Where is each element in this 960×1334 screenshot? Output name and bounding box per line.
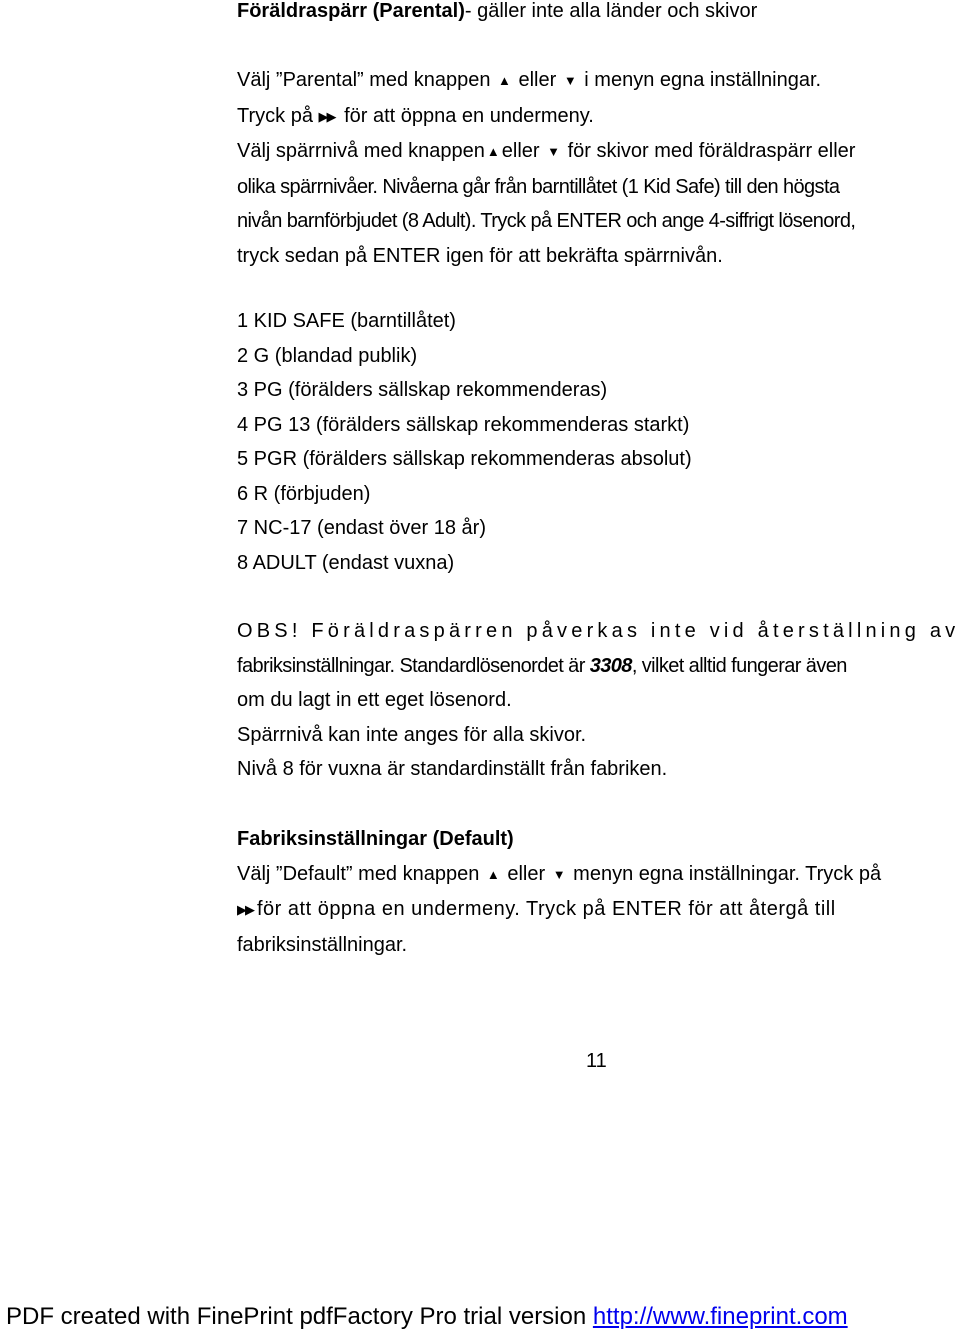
text-span: Föräldraspärren påverkas inte vid återställning av [311,620,960,642]
text-line: fabriksinställningar. [237,933,408,956]
text-line [237,892,960,928]
text-line: nivån barnförbjudet (8 Adult). Tryck på ENTER och ange 4-siffrigt lösenord, [237,210,856,232]
text-span: fabriksinställningar. Standardlösenordet är [237,654,585,677]
text-span: Välj ”Parental” med knappen [237,69,491,91]
text-line [237,134,960,170]
list-item: 6 R (förbjuden) [237,482,371,505]
up-arrow-icon: ▲ [498,73,511,88]
list-item: 8 ADULT (endast vuxna) [237,551,455,574]
up-arrow-icon: ▲ [486,866,500,882]
list-item: 1 KID SAFE (barntillåtet) [237,310,456,332]
list-item: 2 G (blandad publik) [237,344,418,367]
page-number: 11 [586,1050,607,1072]
note-block [237,614,960,787]
text-span: för att öppna en undermeny. [344,104,594,127]
list-item: 3 PG (förälders sällskap rekommenderas) [237,379,608,401]
text-span: eller [518,69,557,91]
text-line [237,614,960,649]
text-span: Välj ”Default” med knappen [237,862,480,885]
text-span: Välj spärrnivå med knappen [237,140,485,162]
text-line [237,857,960,893]
down-arrow-icon: ▼ [552,866,566,882]
footer-text: PDF created with FinePrint pdfFactory Pro trial version [6,1303,587,1330]
note-label: OBS! [237,620,302,642]
document-page [237,0,960,1334]
text-span: , vilket alltid fungerar även [631,654,847,677]
text-line [237,649,960,684]
footer-link[interactable]: http://www.fineprint.com [592,1303,848,1330]
list-item: 7 NC-17 (endast över 18 år) [237,517,487,539]
down-arrow-icon: ▼ [563,73,577,88]
down-arrow-icon: ▼ [547,144,561,159]
list-item: 5 PGR (förälders sällskap rekommenderas absolut) [237,448,692,470]
text-line: Nivå 8 för vuxna är standardinställt från fabriken. [237,758,668,780]
forward-icon: ▶▶ [237,902,253,917]
text-span: för att öppna en undermeny. Tryck på ENTER för att återgå till [257,898,836,920]
parental-subtitle: - gäller inte alla länder och skivor [464,0,758,22]
parental-title: Föräldraspärr (Parental) [237,0,465,22]
factory-block [237,822,960,962]
parental-instructions [237,63,960,273]
text-span: eller [507,862,546,885]
text-span: Tryck på [237,104,313,127]
text-line: Spärrnivå kan inte anges för alla skivor. [237,723,587,746]
list-item: 4 PG 13 (förälders sällskap rekommenderas starkt) [237,413,690,436]
up-arrow-icon: ▲ [486,144,500,159]
default-code: 3308 [589,654,632,677]
text-line: om du lagt in ett eget lösenord. [237,689,512,711]
parental-heading [237,0,960,29]
text-span: i menyn egna inställningar. [584,69,822,91]
text-line [237,99,960,135]
text-line: tryck sedan på ENTER igen för att bekräfta spärrnivån. [237,244,723,267]
text-span: menyn egna inställningar. Tryck på [573,862,882,885]
level-list [237,304,960,580]
text-span: för skivor med föräldraspärr eller [567,140,856,162]
text-line: olika spärrnivåer. Nivåerna går från barntillåtet (1 Kid Safe) till den högsta [237,175,840,198]
forward-icon: ▶▶ [318,108,335,124]
pdf-footer [0,1300,960,1334]
text-span: eller [501,140,540,162]
text-line [237,63,960,99]
factory-title: Fabriksinställningar (Default) [237,828,514,850]
